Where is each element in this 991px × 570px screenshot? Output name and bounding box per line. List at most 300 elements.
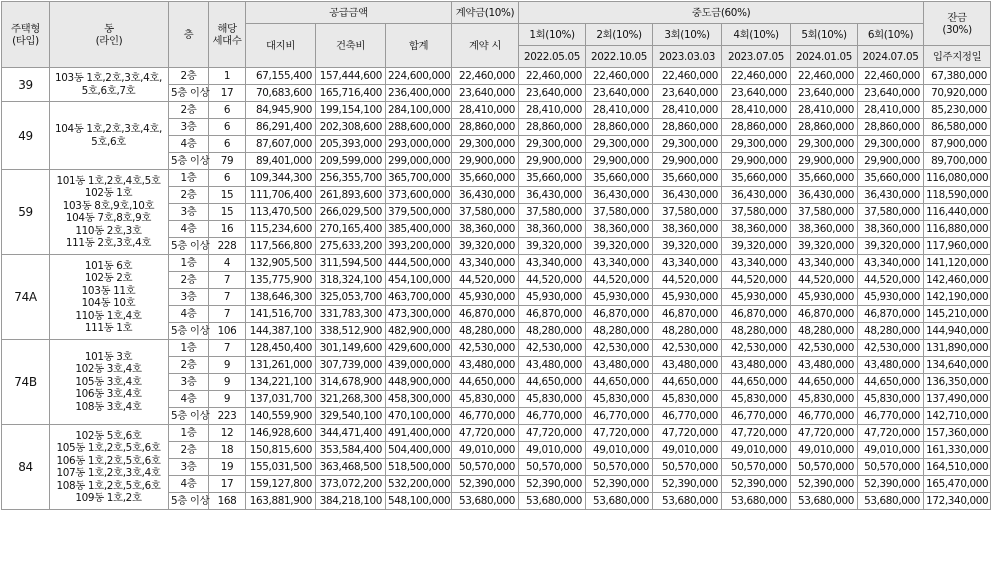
building-cell: 344,471,400 — [316, 425, 386, 442]
middle-payment-cell: 45,930,000 — [586, 289, 653, 306]
type-cell: 49 — [2, 102, 50, 170]
floor-cell: 3층 — [169, 374, 209, 391]
floor-cell: 4층 — [169, 476, 209, 493]
land-cell: 155,031,500 — [246, 459, 316, 476]
floor-cell: 3층 — [169, 119, 209, 136]
building-cell: 270,165,400 — [316, 221, 386, 238]
total-cell: 491,400,000 — [386, 425, 452, 442]
middle-payment-cell: 29,900,000 — [722, 153, 791, 170]
units-cell: 6 — [209, 119, 246, 136]
middle-payment-cell: 29,900,000 — [519, 153, 586, 170]
middle-payment-cell: 23,640,000 — [858, 85, 924, 102]
header-round-date: 2024.07.05 — [858, 46, 924, 68]
middle-payment-cell: 37,580,000 — [653, 204, 722, 221]
middle-payment-cell: 52,390,000 — [858, 476, 924, 493]
land-cell: 163,881,900 — [246, 493, 316, 510]
header-round-label: 4회(10%) — [722, 24, 791, 46]
middle-payment-cell: 47,720,000 — [653, 425, 722, 442]
middle-payment-cell: 48,280,000 — [722, 323, 791, 340]
units-cell: 6 — [209, 136, 246, 153]
middle-payment-cell: 44,650,000 — [653, 374, 722, 391]
building-cell: 202,308,600 — [316, 119, 386, 136]
middle-payment-cell: 29,300,000 — [586, 136, 653, 153]
land-cell: 134,221,100 — [246, 374, 316, 391]
building-cell: 325,053,700 — [316, 289, 386, 306]
middle-payment-cell: 46,770,000 — [722, 408, 791, 425]
supply-price-table — [1, 1, 991, 510]
deposit-cell: 37,580,000 — [452, 204, 519, 221]
floor-cell: 4층 — [169, 221, 209, 238]
middle-payment-cell: 35,660,000 — [653, 170, 722, 187]
total-cell: 439,000,000 — [386, 357, 452, 374]
land-cell: 115,234,600 — [246, 221, 316, 238]
middle-payment-cell: 46,870,000 — [586, 306, 653, 323]
middle-payment-cell: 44,520,000 — [791, 272, 858, 289]
middle-payment-cell: 29,300,000 — [653, 136, 722, 153]
units-cell: 228 — [209, 238, 246, 255]
middle-payment-cell: 22,460,000 — [519, 68, 586, 85]
middle-payment-cell: 45,930,000 — [519, 289, 586, 306]
balance-cell: 134,640,000 — [924, 357, 991, 374]
middle-payment-cell: 29,900,000 — [791, 153, 858, 170]
building-cell: 363,468,500 — [316, 459, 386, 476]
middle-payment-cell: 44,520,000 — [722, 272, 791, 289]
middle-payment-cell: 29,900,000 — [586, 153, 653, 170]
middle-payment-cell: 37,580,000 — [791, 204, 858, 221]
middle-payment-cell: 46,870,000 — [722, 306, 791, 323]
middle-payment-cell: 36,430,000 — [586, 187, 653, 204]
floor-cell: 2층 — [169, 357, 209, 374]
middle-payment-cell: 43,340,000 — [791, 255, 858, 272]
middle-payment-cell: 38,360,000 — [653, 221, 722, 238]
header-deposit-when: 계약 시 — [452, 24, 519, 68]
deposit-cell: 43,340,000 — [452, 255, 519, 272]
middle-payment-cell: 28,410,000 — [653, 102, 722, 119]
balance-cell: 86,580,000 — [924, 119, 991, 136]
units-cell: 16 — [209, 221, 246, 238]
middle-payment-cell: 22,460,000 — [858, 68, 924, 85]
building-cell: 301,149,600 — [316, 340, 386, 357]
middle-payment-cell: 39,320,000 — [653, 238, 722, 255]
header-supply: 공급금액 — [246, 2, 452, 24]
middle-payment-cell: 49,010,000 — [722, 442, 791, 459]
building-cell: 266,029,500 — [316, 204, 386, 221]
deposit-cell: 35,660,000 — [452, 170, 519, 187]
middle-payment-cell: 50,570,000 — [722, 459, 791, 476]
land-cell: 135,775,900 — [246, 272, 316, 289]
middle-payment-cell: 23,640,000 — [586, 85, 653, 102]
building-cell: 314,678,900 — [316, 374, 386, 391]
floor-cell: 1층 — [169, 170, 209, 187]
middle-payment-cell: 42,530,000 — [519, 340, 586, 357]
type-cell: 84 — [2, 425, 50, 510]
header-round-date: 2023.03.03 — [653, 46, 722, 68]
deposit-cell: 45,930,000 — [452, 289, 519, 306]
land-cell: 159,127,800 — [246, 476, 316, 493]
balance-cell: 136,350,000 — [924, 374, 991, 391]
floor-cell: 5층 이상 — [169, 238, 209, 255]
building-cell: 275,633,200 — [316, 238, 386, 255]
middle-payment-cell: 38,360,000 — [722, 221, 791, 238]
total-cell: 299,000,000 — [386, 153, 452, 170]
units-cell: 106 — [209, 323, 246, 340]
building-cell: 311,594,500 — [316, 255, 386, 272]
units-cell: 9 — [209, 357, 246, 374]
middle-payment-cell: 38,360,000 — [519, 221, 586, 238]
middle-payment-cell: 23,640,000 — [653, 85, 722, 102]
middle-payment-cell: 44,520,000 — [519, 272, 586, 289]
balance-cell: 67,380,000 — [924, 68, 991, 85]
total-cell: 504,400,000 — [386, 442, 452, 459]
total-cell: 518,500,000 — [386, 459, 452, 476]
deposit-cell: 38,360,000 — [452, 221, 519, 238]
middle-payment-cell: 28,860,000 — [791, 119, 858, 136]
middle-payment-cell: 28,860,000 — [519, 119, 586, 136]
land-cell: 140,559,900 — [246, 408, 316, 425]
total-cell: 454,100,000 — [386, 272, 452, 289]
middle-payment-cell: 28,410,000 — [519, 102, 586, 119]
header-round-date: 2022.05.05 — [519, 46, 586, 68]
middle-payment-cell: 47,720,000 — [722, 425, 791, 442]
middle-payment-cell: 44,650,000 — [858, 374, 924, 391]
deposit-cell: 28,860,000 — [452, 119, 519, 136]
middle-payment-cell: 28,860,000 — [858, 119, 924, 136]
floor-cell: 1층 — [169, 255, 209, 272]
middle-payment-cell: 42,530,000 — [858, 340, 924, 357]
land-cell: 111,706,400 — [246, 187, 316, 204]
balance-cell: 116,880,000 — [924, 221, 991, 238]
middle-payment-cell: 53,680,000 — [519, 493, 586, 510]
header-units: 해당 세대수 — [209, 2, 246, 68]
middle-payment-cell: 38,360,000 — [858, 221, 924, 238]
type-cell: 59 — [2, 170, 50, 255]
building-cell: 321,268,300 — [316, 391, 386, 408]
land-cell: 138,646,300 — [246, 289, 316, 306]
building-cell: 384,218,100 — [316, 493, 386, 510]
floor-cell: 1층 — [169, 340, 209, 357]
middle-payment-cell: 42,530,000 — [653, 340, 722, 357]
floor-cell: 1층 — [169, 425, 209, 442]
middle-payment-cell: 53,680,000 — [653, 493, 722, 510]
middle-payment-cell: 50,570,000 — [519, 459, 586, 476]
land-cell: 132,905,500 — [246, 255, 316, 272]
middle-payment-cell: 37,580,000 — [722, 204, 791, 221]
balance-cell: 137,490,000 — [924, 391, 991, 408]
dong-cell: 102동 5호,6호 105동 1호,2호,5호,6호 106동 1호,2호,5호,6호 107동 1호,2호,3호,4호 108동 1호,2호,5호,6호 109동 1호,2호 — [50, 425, 169, 510]
total-cell: 463,700,000 — [386, 289, 452, 306]
table-header — [2, 2, 991, 68]
land-cell: 109,344,300 — [246, 170, 316, 187]
floor-cell: 5층 이상 — [169, 493, 209, 510]
middle-payment-cell: 43,480,000 — [519, 357, 586, 374]
units-cell: 19 — [209, 459, 246, 476]
land-cell: 141,516,700 — [246, 306, 316, 323]
header-total: 합계 — [386, 24, 452, 68]
header-round-date: 2024.01.05 — [791, 46, 858, 68]
balance-cell: 87,900,000 — [924, 136, 991, 153]
middle-payment-cell: 46,770,000 — [653, 408, 722, 425]
building-cell: 353,584,400 — [316, 442, 386, 459]
total-cell: 288,600,000 — [386, 119, 452, 136]
total-cell: 393,200,000 — [386, 238, 452, 255]
dong-cell: 101동 6호 102동 2호 103동 11호 104동 10호 110동 1호,4호 111동 1호 — [50, 255, 169, 340]
middle-payment-cell: 43,340,000 — [653, 255, 722, 272]
balance-cell: 144,940,000 — [924, 323, 991, 340]
building-cell: 199,154,100 — [316, 102, 386, 119]
land-cell: 86,291,400 — [246, 119, 316, 136]
middle-payment-cell: 35,660,000 — [858, 170, 924, 187]
middle-payment-cell: 44,650,000 — [791, 374, 858, 391]
middle-payment-cell: 42,530,000 — [586, 340, 653, 357]
middle-payment-cell: 45,930,000 — [858, 289, 924, 306]
middle-payment-cell: 29,900,000 — [653, 153, 722, 170]
middle-payment-cell: 36,430,000 — [858, 187, 924, 204]
middle-payment-cell: 48,280,000 — [519, 323, 586, 340]
middle-payment-cell: 28,410,000 — [722, 102, 791, 119]
middle-payment-cell: 44,520,000 — [858, 272, 924, 289]
middle-payment-cell: 46,770,000 — [791, 408, 858, 425]
balance-cell: 172,340,000 — [924, 493, 991, 510]
floor-cell: 3층 — [169, 204, 209, 221]
middle-payment-cell: 29,300,000 — [858, 136, 924, 153]
building-cell: 338,512,900 — [316, 323, 386, 340]
units-cell: 6 — [209, 170, 246, 187]
balance-cell: 118,590,000 — [924, 187, 991, 204]
header-middle: 중도금(60%) — [519, 2, 924, 24]
middle-payment-cell: 39,320,000 — [586, 238, 653, 255]
middle-payment-cell: 28,860,000 — [586, 119, 653, 136]
middle-payment-cell: 28,410,000 — [586, 102, 653, 119]
floor-cell: 3층 — [169, 289, 209, 306]
middle-payment-cell: 22,460,000 — [586, 68, 653, 85]
deposit-cell: 42,530,000 — [452, 340, 519, 357]
total-cell: 458,300,000 — [386, 391, 452, 408]
land-cell: 84,945,900 — [246, 102, 316, 119]
middle-payment-cell: 22,460,000 — [653, 68, 722, 85]
land-cell: 128,450,400 — [246, 340, 316, 357]
middle-payment-cell: 43,480,000 — [586, 357, 653, 374]
balance-cell: 161,330,000 — [924, 442, 991, 459]
units-cell: 79 — [209, 153, 246, 170]
middle-payment-cell: 45,830,000 — [586, 391, 653, 408]
land-cell: 113,470,500 — [246, 204, 316, 221]
middle-payment-cell: 35,660,000 — [791, 170, 858, 187]
land-cell: 137,031,700 — [246, 391, 316, 408]
total-cell: 473,300,000 — [386, 306, 452, 323]
building-cell: 209,599,000 — [316, 153, 386, 170]
middle-payment-cell: 52,390,000 — [653, 476, 722, 493]
units-cell: 7 — [209, 306, 246, 323]
total-cell: 429,600,000 — [386, 340, 452, 357]
units-cell: 9 — [209, 374, 246, 391]
table-row — [2, 68, 991, 85]
building-cell: 261,893,600 — [316, 187, 386, 204]
units-cell: 4 — [209, 255, 246, 272]
total-cell: 532,200,000 — [386, 476, 452, 493]
balance-cell: 157,360,000 — [924, 425, 991, 442]
deposit-cell: 47,720,000 — [452, 425, 519, 442]
middle-payment-cell: 52,390,000 — [519, 476, 586, 493]
deposit-cell: 39,320,000 — [452, 238, 519, 255]
middle-payment-cell: 39,320,000 — [722, 238, 791, 255]
type-cell: 74B — [2, 340, 50, 425]
middle-payment-cell: 28,860,000 — [722, 119, 791, 136]
middle-payment-cell: 53,680,000 — [791, 493, 858, 510]
middle-payment-cell: 39,320,000 — [858, 238, 924, 255]
deposit-cell: 53,680,000 — [452, 493, 519, 510]
header-balance-when: 입주지정일 — [924, 46, 991, 68]
middle-payment-cell: 38,360,000 — [586, 221, 653, 238]
middle-payment-cell: 47,720,000 — [586, 425, 653, 442]
middle-payment-cell: 46,870,000 — [519, 306, 586, 323]
deposit-cell: 22,460,000 — [452, 68, 519, 85]
total-cell: 444,500,000 — [386, 255, 452, 272]
balance-cell: 165,470,000 — [924, 476, 991, 493]
building-cell: 318,324,100 — [316, 272, 386, 289]
dong-cell: 104동 1호,2호,3호,4호, 5호,6호 — [50, 102, 169, 170]
balance-cell: 131,890,000 — [924, 340, 991, 357]
deposit-cell: 23,640,000 — [452, 85, 519, 102]
total-cell: 365,700,000 — [386, 170, 452, 187]
balance-cell: 89,700,000 — [924, 153, 991, 170]
middle-payment-cell: 45,930,000 — [791, 289, 858, 306]
balance-cell: 142,190,000 — [924, 289, 991, 306]
dong-cell: 103동 1호,2호,3호,4호, 5호,6호,7호 — [50, 68, 169, 102]
floor-cell: 2층 — [169, 442, 209, 459]
building-cell: 373,072,200 — [316, 476, 386, 493]
land-cell: 89,401,000 — [246, 153, 316, 170]
middle-payment-cell: 44,650,000 — [519, 374, 586, 391]
middle-payment-cell: 43,480,000 — [791, 357, 858, 374]
middle-payment-cell: 45,830,000 — [653, 391, 722, 408]
deposit-cell: 52,390,000 — [452, 476, 519, 493]
floor-cell: 5층 이상 — [169, 85, 209, 102]
middle-payment-cell: 28,410,000 — [858, 102, 924, 119]
deposit-cell: 45,830,000 — [452, 391, 519, 408]
deposit-cell: 44,650,000 — [452, 374, 519, 391]
middle-payment-cell: 50,570,000 — [586, 459, 653, 476]
deposit-cell: 46,870,000 — [452, 306, 519, 323]
table-row — [2, 170, 991, 187]
total-cell: 385,400,000 — [386, 221, 452, 238]
units-cell: 223 — [209, 408, 246, 425]
middle-payment-cell: 36,430,000 — [519, 187, 586, 204]
units-cell: 18 — [209, 442, 246, 459]
total-cell: 373,600,000 — [386, 187, 452, 204]
units-cell: 7 — [209, 272, 246, 289]
balance-cell: 142,460,000 — [924, 272, 991, 289]
balance-cell: 116,440,000 — [924, 204, 991, 221]
building-cell: 205,393,000 — [316, 136, 386, 153]
units-cell: 9 — [209, 391, 246, 408]
units-cell: 168 — [209, 493, 246, 510]
middle-payment-cell: 36,430,000 — [791, 187, 858, 204]
land-cell: 117,566,800 — [246, 238, 316, 255]
units-cell: 15 — [209, 204, 246, 221]
building-cell: 165,716,400 — [316, 85, 386, 102]
middle-payment-cell: 43,480,000 — [722, 357, 791, 374]
middle-payment-cell: 43,340,000 — [519, 255, 586, 272]
total-cell: 236,400,000 — [386, 85, 452, 102]
total-cell: 293,000,000 — [386, 136, 452, 153]
middle-payment-cell: 35,660,000 — [519, 170, 586, 187]
middle-payment-cell: 43,480,000 — [858, 357, 924, 374]
header-building: 건축비 — [316, 24, 386, 68]
balance-cell: 141,120,000 — [924, 255, 991, 272]
total-cell: 448,900,000 — [386, 374, 452, 391]
middle-payment-cell: 37,580,000 — [858, 204, 924, 221]
deposit-cell: 44,520,000 — [452, 272, 519, 289]
deposit-cell: 28,410,000 — [452, 102, 519, 119]
middle-payment-cell: 53,680,000 — [586, 493, 653, 510]
floor-cell: 2층 — [169, 102, 209, 119]
balance-cell: 70,920,000 — [924, 85, 991, 102]
balance-cell: 85,230,000 — [924, 102, 991, 119]
middle-payment-cell: 50,570,000 — [791, 459, 858, 476]
middle-payment-cell: 48,280,000 — [858, 323, 924, 340]
table-row — [2, 102, 991, 119]
floor-cell: 5층 이상 — [169, 408, 209, 425]
land-cell: 146,928,600 — [246, 425, 316, 442]
middle-payment-cell: 49,010,000 — [858, 442, 924, 459]
floor-cell: 4층 — [169, 391, 209, 408]
middle-payment-cell: 48,280,000 — [791, 323, 858, 340]
floor-cell: 2층 — [169, 68, 209, 85]
header-land: 대지비 — [246, 24, 316, 68]
middle-payment-cell: 36,430,000 — [722, 187, 791, 204]
land-cell: 67,155,400 — [246, 68, 316, 85]
building-cell: 256,355,700 — [316, 170, 386, 187]
land-cell: 144,387,100 — [246, 323, 316, 340]
balance-cell: 164,510,000 — [924, 459, 991, 476]
middle-payment-cell: 46,770,000 — [519, 408, 586, 425]
middle-payment-cell: 35,660,000 — [722, 170, 791, 187]
middle-payment-cell: 53,680,000 — [722, 493, 791, 510]
header-deposit: 계약금(10%) — [452, 2, 519, 24]
middle-payment-cell: 28,860,000 — [653, 119, 722, 136]
deposit-cell: 49,010,000 — [452, 442, 519, 459]
total-cell: 470,100,000 — [386, 408, 452, 425]
total-cell: 482,900,000 — [386, 323, 452, 340]
header-floor: 층 — [169, 2, 209, 68]
floor-cell: 2층 — [169, 187, 209, 204]
middle-payment-cell: 43,340,000 — [586, 255, 653, 272]
units-cell: 17 — [209, 85, 246, 102]
header-round-label: 1회(10%) — [519, 24, 586, 46]
middle-payment-cell: 29,900,000 — [858, 153, 924, 170]
header-dong: 동 (라인) — [50, 2, 169, 68]
middle-payment-cell: 46,870,000 — [791, 306, 858, 323]
middle-payment-cell: 23,640,000 — [519, 85, 586, 102]
middle-payment-cell: 29,300,000 — [722, 136, 791, 153]
middle-payment-cell: 49,010,000 — [586, 442, 653, 459]
middle-payment-cell: 28,410,000 — [791, 102, 858, 119]
units-cell: 15 — [209, 187, 246, 204]
middle-payment-cell: 50,570,000 — [858, 459, 924, 476]
table-row — [2, 255, 991, 272]
middle-payment-cell: 43,340,000 — [858, 255, 924, 272]
middle-payment-cell: 22,460,000 — [722, 68, 791, 85]
middle-payment-cell: 29,300,000 — [791, 136, 858, 153]
middle-payment-cell: 42,530,000 — [722, 340, 791, 357]
middle-payment-cell: 44,520,000 — [586, 272, 653, 289]
middle-payment-cell: 38,360,000 — [791, 221, 858, 238]
header-round-date: 2022.10.05 — [586, 46, 653, 68]
middle-payment-cell: 49,010,000 — [791, 442, 858, 459]
header-round-label: 6회(10%) — [858, 24, 924, 46]
middle-payment-cell: 50,570,000 — [653, 459, 722, 476]
units-cell: 12 — [209, 425, 246, 442]
